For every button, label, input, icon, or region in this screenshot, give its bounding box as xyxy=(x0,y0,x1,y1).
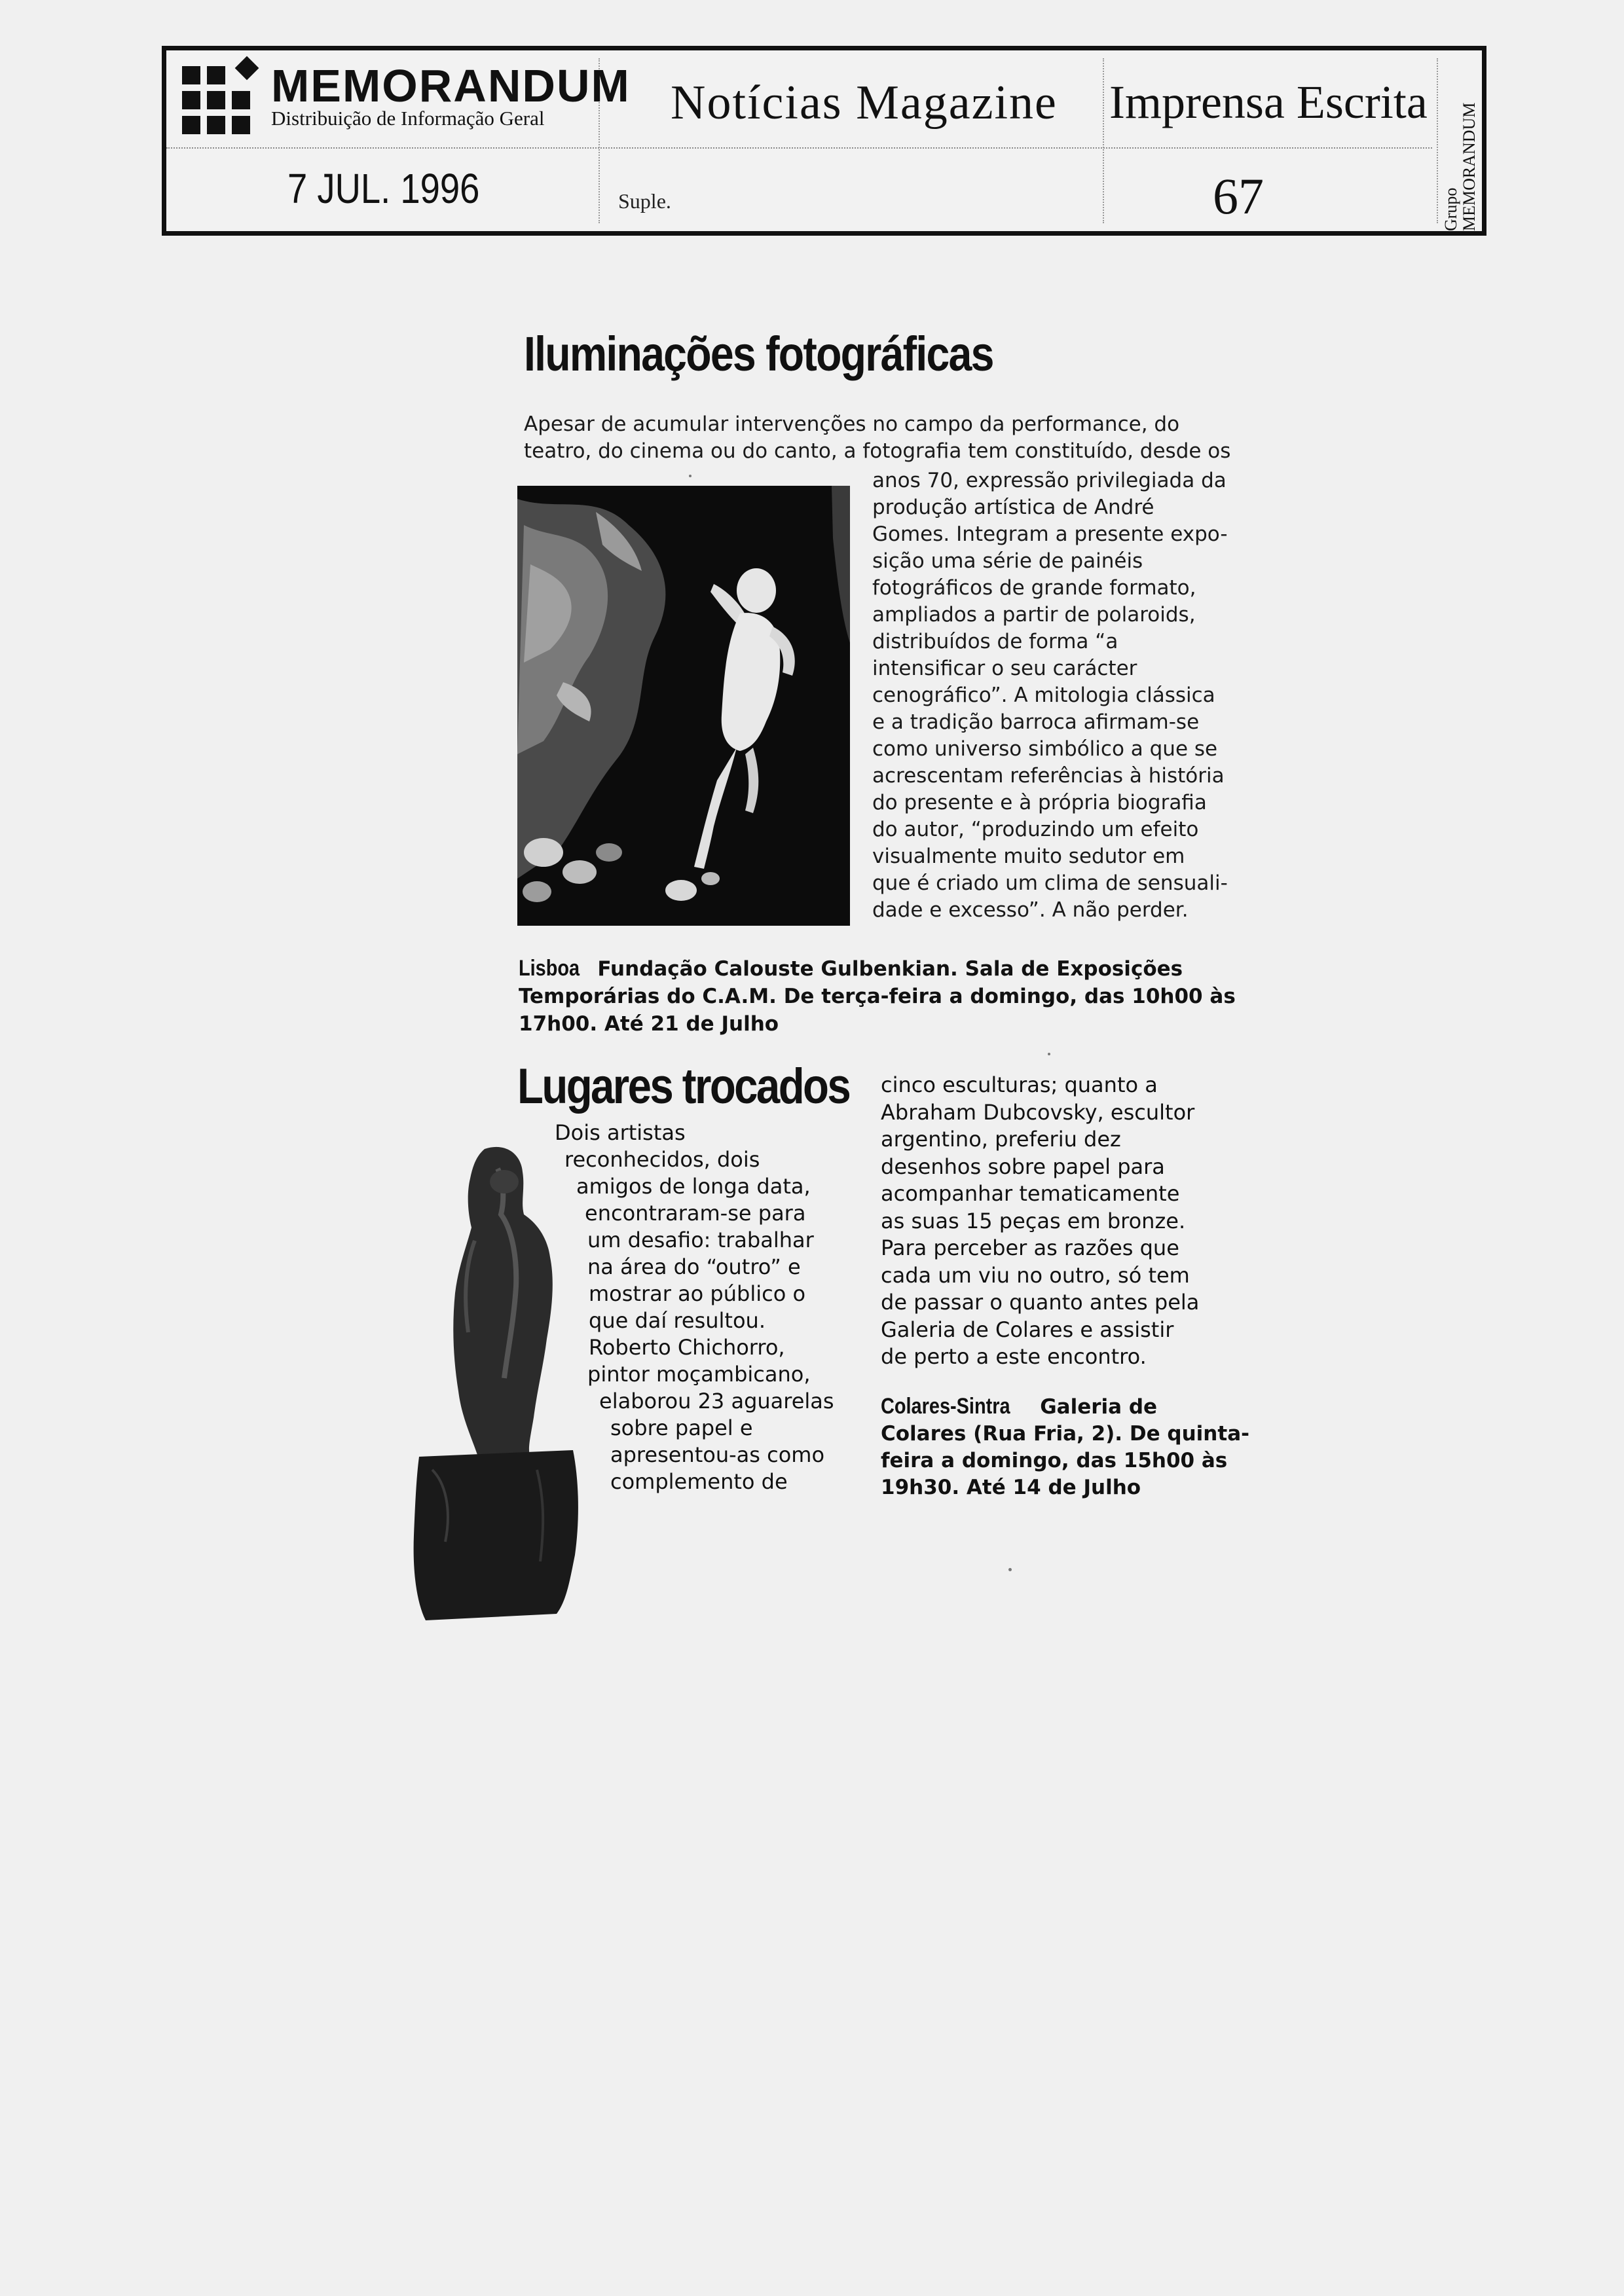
text-line: que é criado um clima de sensuali- xyxy=(872,871,1228,895)
text-line: reconhecidos, dois xyxy=(564,1147,760,1172)
text-line: encontraram-se para xyxy=(585,1201,806,1226)
clipping-date: 7 JUL. 1996 xyxy=(287,165,480,212)
text-line: complemento de xyxy=(610,1469,788,1494)
text-line: pintor moçambicano, xyxy=(587,1362,811,1387)
text-line: desenhos sobre papel para xyxy=(881,1154,1165,1179)
text-line: sobre papel e xyxy=(610,1415,753,1440)
text-line: distribuídos de forma “a xyxy=(872,630,1118,653)
text-line: do presente e à própria biografia xyxy=(872,791,1207,814)
text-line: e a tradição barroca afirmam-se xyxy=(872,710,1200,734)
scan-speck xyxy=(1048,1053,1050,1055)
text-line: Roberto Chichorro, xyxy=(589,1335,785,1360)
event-info xyxy=(519,955,1252,1038)
event-details: Galeria de xyxy=(1033,1395,1158,1419)
stamp-divider xyxy=(1437,58,1438,223)
vertical-brand xyxy=(1442,60,1479,231)
text-line: como universo simbólico a que se xyxy=(872,737,1218,761)
text-line xyxy=(519,955,1252,983)
brand-name: MEMORANDUM xyxy=(271,60,631,111)
text-line: argentino, preferiu dez xyxy=(881,1127,1121,1152)
text-line xyxy=(881,1393,1247,1421)
text-line: amigos de longa data, xyxy=(576,1174,811,1199)
publication-name: Notícias Magazine xyxy=(671,76,1058,130)
text-line: Abraham Dubcovsky, escultor xyxy=(881,1099,1195,1125)
text-line: Apesar de acumular intervenções no campo da performance, do xyxy=(524,412,1180,436)
text-line: ampliados a partir de polaroids, xyxy=(872,603,1196,627)
article-column xyxy=(872,467,1239,924)
event-details: Fundação Calouste Gulbenkian. Sala de Exposições xyxy=(590,957,1183,981)
text-line: na área do “outro” e xyxy=(587,1254,801,1279)
text-line: que daí resultou. xyxy=(589,1308,766,1333)
text-line: do autor, “produzindo um efeito xyxy=(872,818,1199,841)
text-line: feira a domingo, das 15h00 às xyxy=(881,1449,1228,1472)
event-place: Lisboa xyxy=(519,956,580,981)
article-title: Lugares trocados xyxy=(517,1059,850,1114)
event-place: Colares-Sintra xyxy=(881,1394,1010,1419)
sculpture-photo xyxy=(406,1142,602,1620)
text-line: cinco esculturas; quanto a xyxy=(881,1072,1158,1097)
text-line: produção artística de André xyxy=(872,496,1154,519)
text-line: anos 70, expressão privilegiada da xyxy=(872,469,1227,492)
media-category: Imprensa Escrita xyxy=(1109,76,1428,128)
event-info xyxy=(881,1393,1247,1501)
text-line: Dois artistas xyxy=(555,1120,686,1145)
text-line: Gomes. Integram a presente expo- xyxy=(872,522,1228,546)
text-line: um desafio: trabalhar xyxy=(587,1228,814,1252)
page-number: 67 xyxy=(1213,168,1264,225)
text-line: as suas 15 peças em bronze. xyxy=(881,1208,1186,1233)
text-line: de passar o quanto antes pela xyxy=(881,1290,1200,1315)
supplement-label: Suple. xyxy=(618,189,671,213)
stamp-divider xyxy=(1103,58,1104,223)
text-line: mostrar ao público o xyxy=(589,1281,806,1306)
article-column xyxy=(881,1072,1247,1371)
scan-speck xyxy=(1008,1568,1012,1571)
text-line: acrescentam referências à história xyxy=(872,764,1225,788)
text-line: acompanhar tematicamente xyxy=(881,1181,1180,1206)
vertical-brand-text: Grupo MEMORANDUM xyxy=(1441,102,1479,231)
text-line: de perto a este encontro. xyxy=(881,1344,1147,1369)
scan-speck xyxy=(689,475,692,477)
text-line: apresentou-as como xyxy=(610,1442,825,1467)
text-line: sição uma série de painéis xyxy=(872,549,1143,573)
article-title: Iluminações fotográficas xyxy=(524,327,993,381)
text-line: cada um viu no outro, só tem xyxy=(881,1262,1190,1288)
text-line: dade e excesso”. A não perder. xyxy=(872,898,1189,922)
brand-subtitle: Distribuição de Informação Geral xyxy=(271,107,545,130)
text-line: cenográfico”. A mitologia clássica xyxy=(872,683,1215,707)
text-line: Galeria de Colares e assistir xyxy=(881,1317,1174,1342)
text-line: 17h00. Até 21 de Julho xyxy=(519,1012,779,1036)
text-line: visualmente muito sedutor em xyxy=(872,845,1185,868)
text-line: teatro, do cinema ou do canto, a fotografia tem constituído, desde os xyxy=(524,439,1231,463)
text-line: fotográficos de grande formato, xyxy=(872,576,1196,600)
text-line: intensificar o seu carácter xyxy=(872,657,1137,680)
text-line: Colares (Rua Fria, 2). De quinta- xyxy=(881,1422,1249,1446)
text-line: Para perceber as razões que xyxy=(881,1235,1179,1260)
text-line: elaborou 23 aguarelas xyxy=(599,1389,834,1413)
text-line: 19h30. Até 14 de Julho xyxy=(881,1476,1141,1499)
text-line: Temporárias do C.A.M. De terça-feira a domingo, das 10h00 às xyxy=(519,985,1236,1008)
